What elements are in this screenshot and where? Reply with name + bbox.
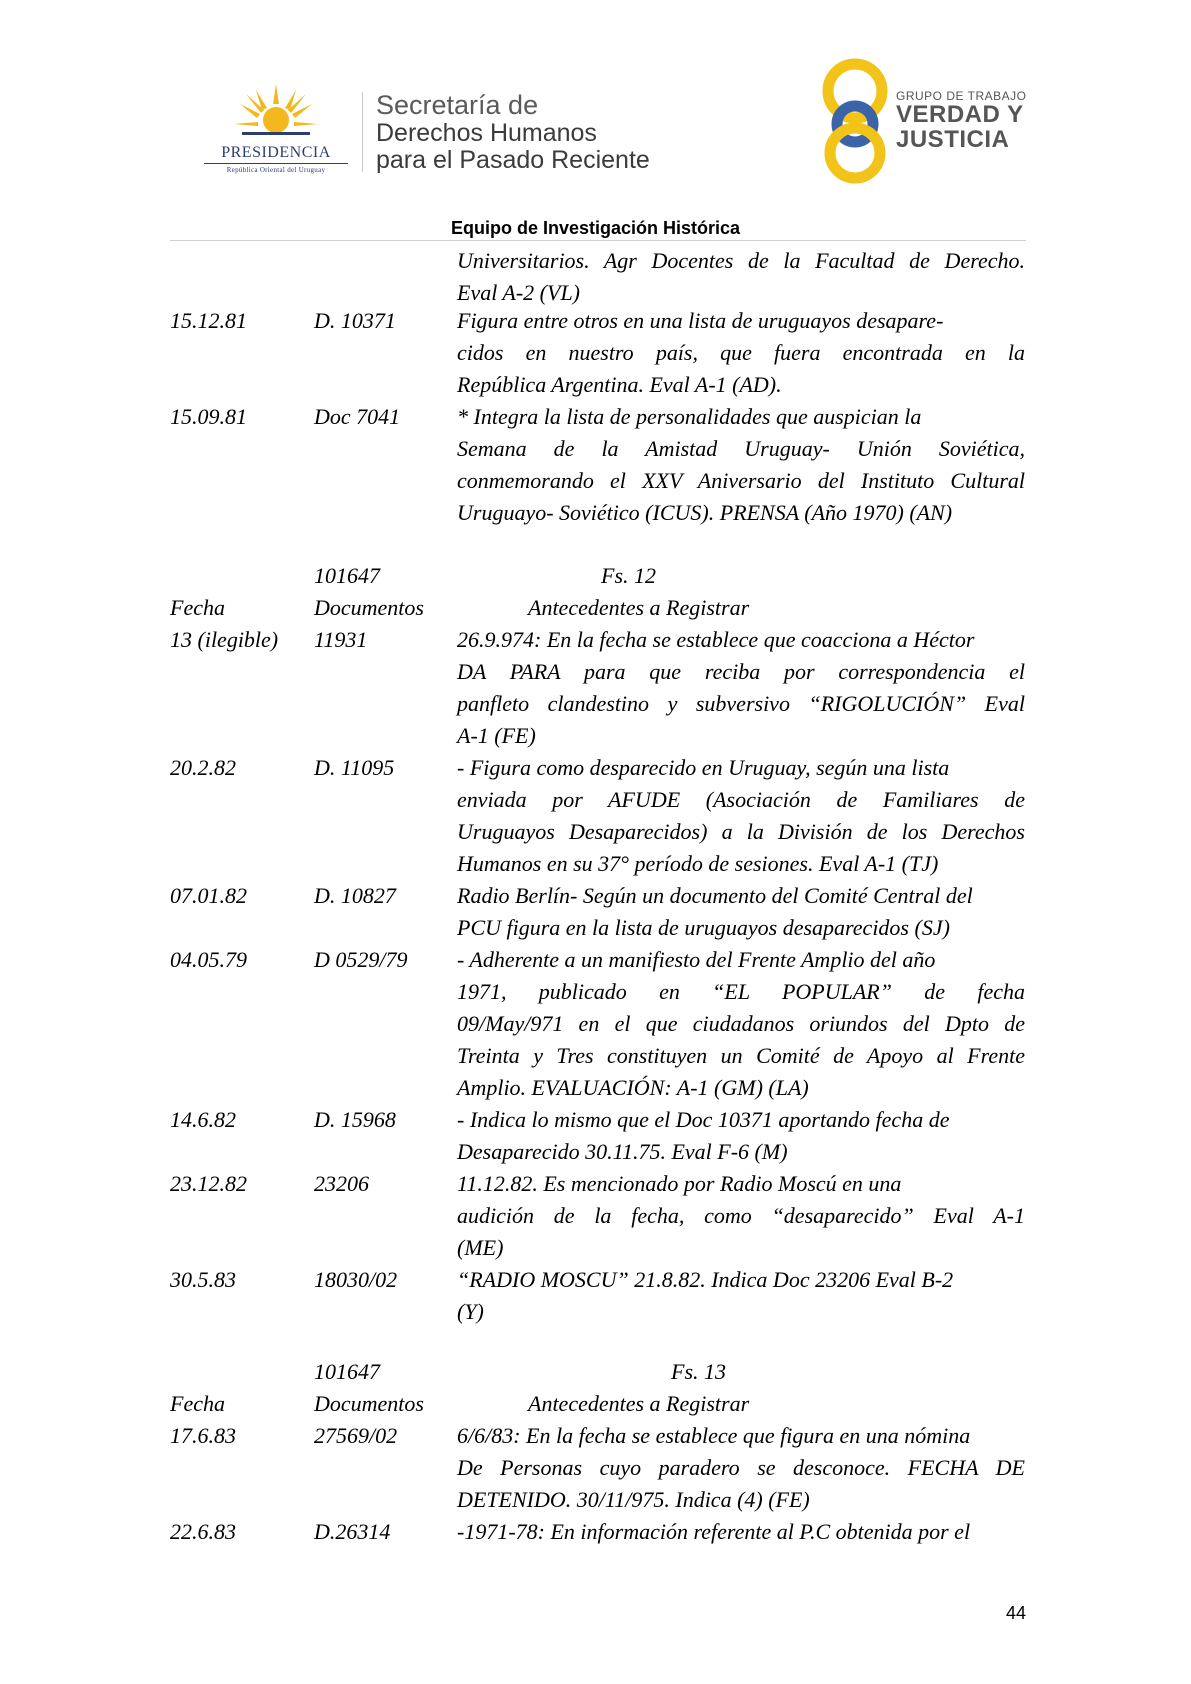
text-line: - Indica lo mismo que el Doc 10371 aportando fecha de bbox=[457, 1107, 950, 1132]
record-date: 22.6.83 bbox=[170, 1519, 236, 1544]
file-number: 101647 bbox=[314, 1359, 380, 1384]
record-text bbox=[457, 1264, 1025, 1328]
text-line: - Figura como desparecido en Uruguay, según una lista bbox=[457, 755, 950, 780]
header-separator bbox=[362, 92, 363, 172]
record-date: 17.6.83 bbox=[170, 1423, 236, 1448]
text-line: 09/May/971 en el que ciudadanos oriundos del Dpto de bbox=[457, 1011, 1025, 1036]
col-fecha: Fecha bbox=[170, 595, 225, 620]
record-date: 23.12.82 bbox=[170, 1171, 247, 1196]
record-text bbox=[457, 1420, 1025, 1516]
text-line: DA PARA para que reciba por correspondencia el bbox=[457, 659, 1025, 684]
record-doc: D. 11095 bbox=[314, 755, 395, 780]
record-doc: 18030/02 bbox=[314, 1267, 398, 1292]
record-date: 13 (ilegible) bbox=[170, 627, 279, 652]
text-line: 11.12.82. Es mencionado por Radio Moscú en una bbox=[457, 1171, 902, 1196]
record-doc: D.26314 bbox=[314, 1519, 391, 1544]
record-text bbox=[457, 880, 1025, 944]
record-date: 04.05.79 bbox=[170, 947, 247, 972]
text-line: Radio Berlín- Según un documento del Comité Central del bbox=[457, 883, 973, 908]
verdad-justicia-logo bbox=[822, 56, 1032, 186]
record-text bbox=[457, 944, 1025, 1104]
text-line: Universitarios. Agr Docentes de la Facultad de Derecho. bbox=[457, 248, 1025, 273]
folio-label: Fs. 13 bbox=[671, 1359, 726, 1384]
record-doc: D. 15968 bbox=[314, 1107, 396, 1132]
file-number: 101647 bbox=[314, 563, 380, 588]
presidencia-subtitle: República Oriental del Uruguay bbox=[226, 166, 326, 174]
sun-emblem-icon bbox=[234, 82, 318, 142]
text-line: conmemorando el XXV Aniversario del Instituto Cultural bbox=[457, 468, 1025, 493]
text-line: Desaparecido 30.11.75. Eval F-6 (M) bbox=[457, 1139, 788, 1164]
secretaria-line-3: para el Pasado Reciente bbox=[376, 146, 650, 174]
text-line: Treinta y Tres constituyen un Comité de Apoyo al Frente bbox=[457, 1043, 1025, 1068]
record-text bbox=[457, 401, 1025, 529]
text-line: Uruguayos Desaparecidos) a la División de los Derechos bbox=[457, 819, 1025, 844]
page-header bbox=[0, 0, 1191, 238]
text-line: De Personas cuyo paradero se desconoce. FECHA DE bbox=[457, 1455, 1025, 1480]
secretaria-line-2: Derechos Humanos bbox=[376, 119, 597, 147]
text-line: “RADIO MOSCU” 21.8.82. Indica Doc 23206 Eval B-2 bbox=[457, 1267, 954, 1292]
record-text bbox=[457, 245, 1025, 309]
record-text bbox=[457, 752, 1025, 880]
col-documentos: Documentos bbox=[314, 1391, 424, 1416]
record-doc: 27569/02 bbox=[314, 1423, 398, 1448]
presidencia-name: PRESIDENCIA bbox=[221, 144, 331, 161]
text-line: A-1 (FE) bbox=[457, 723, 536, 748]
col-antecedentes: Antecedentes a Registrar bbox=[528, 595, 750, 620]
col-antecedentes: Antecedentes a Registrar bbox=[528, 1391, 750, 1416]
record-doc: D. 10371 bbox=[314, 308, 396, 333]
record-doc: Doc 7041 bbox=[314, 404, 401, 429]
text-line: - Adherente a un manifiesto del Frente Amplio del año bbox=[457, 947, 936, 972]
col-documentos: Documentos bbox=[314, 595, 424, 620]
secretaria-logo bbox=[376, 90, 650, 174]
header-rule bbox=[170, 240, 1026, 241]
record-text bbox=[457, 305, 1025, 401]
record-text bbox=[457, 1168, 1025, 1264]
record-text bbox=[457, 624, 1025, 752]
text-line: (ME) bbox=[457, 1235, 504, 1260]
text-line: Figura entre otros en una lista de uruguayos desapare- bbox=[457, 308, 944, 333]
record-date: 14.6.82 bbox=[170, 1107, 236, 1132]
page-number: 44 bbox=[1006, 1603, 1027, 1623]
record-date: 15.12.81 bbox=[170, 308, 247, 333]
record-date: 15.09.81 bbox=[170, 404, 247, 429]
text-line: * Integra la lista de personalidades que auspician la bbox=[457, 404, 922, 429]
rings-emblem-icon bbox=[822, 56, 892, 186]
text-line: panfleto clandestino y subversivo “RIGOLUCIÓN” Eval bbox=[457, 691, 1025, 716]
col-fecha: Fecha bbox=[170, 1391, 225, 1416]
team-title: Equipo de Investigación Histórica bbox=[450, 218, 741, 238]
text-line: PCU figura en la lista de uruguayos desaparecidos (SJ) bbox=[457, 915, 950, 940]
record-doc: D. 10827 bbox=[314, 883, 396, 908]
presidencia-rule bbox=[204, 163, 348, 164]
folio-label: Fs. 12 bbox=[601, 563, 656, 588]
text-line: 1971, publicado en “EL POPULAR” de fecha bbox=[457, 979, 1025, 1004]
record-text bbox=[457, 1516, 1025, 1548]
record-doc: D 0529/79 bbox=[314, 947, 408, 972]
record-date: 30.5.83 bbox=[170, 1267, 236, 1292]
secretaria-line-1: Secretaría de bbox=[376, 90, 539, 120]
record-date: 07.01.82 bbox=[170, 883, 247, 908]
text-line: audición de la fecha, como “desaparecido” Eval A-1 bbox=[457, 1203, 1025, 1228]
text-line: Amplio. EVALUACIÓN: A-1 (GM) (LA) bbox=[457, 1075, 809, 1100]
text-line: 6/6/83: En la fecha se establece que figura en una nómina bbox=[457, 1423, 971, 1448]
text-line: (Y) bbox=[457, 1299, 484, 1324]
text-line: -1971-78: En información referente al P.C obtenida por el bbox=[457, 1519, 971, 1544]
record-text bbox=[457, 1104, 1025, 1168]
vyj-big-text-2: JUSTICIA bbox=[896, 126, 1010, 153]
record-doc: 23206 bbox=[314, 1171, 369, 1196]
text-line: Eval A-2 (VL) bbox=[457, 280, 581, 305]
text-line: DETENIDO. 30/11/975. Indica (4) (FE) bbox=[457, 1487, 810, 1512]
text-line: Semana de la Amistad Uruguay- Unión Soviética, bbox=[457, 436, 1025, 461]
record-date: 20.2.82 bbox=[170, 755, 236, 780]
text-line: enviada por AFUDE (Asociación de Familiares de bbox=[457, 787, 1025, 812]
text-line: Humanos en su 37° período de sesiones. Eval A-1 (TJ) bbox=[457, 851, 939, 876]
text-line: República Argentina. Eval A-1 (AD). bbox=[457, 372, 782, 397]
text-line: Uruguayo- Soviético (ICUS). PRENSA (Año 1970) (AN) bbox=[457, 500, 953, 525]
vyj-small-text: GRUPO DE TRABAJO bbox=[896, 89, 1027, 103]
text-line: cidos en nuestro país, que fuera encontrada en la bbox=[457, 340, 1025, 365]
record-doc: 11931 bbox=[314, 627, 368, 652]
vyj-big-text-1: VERDAD Y bbox=[896, 101, 1024, 128]
text-line: 26.9.974: En la fecha se establece que coacciona a Héctor bbox=[457, 627, 975, 652]
presidencia-logo bbox=[196, 82, 356, 182]
